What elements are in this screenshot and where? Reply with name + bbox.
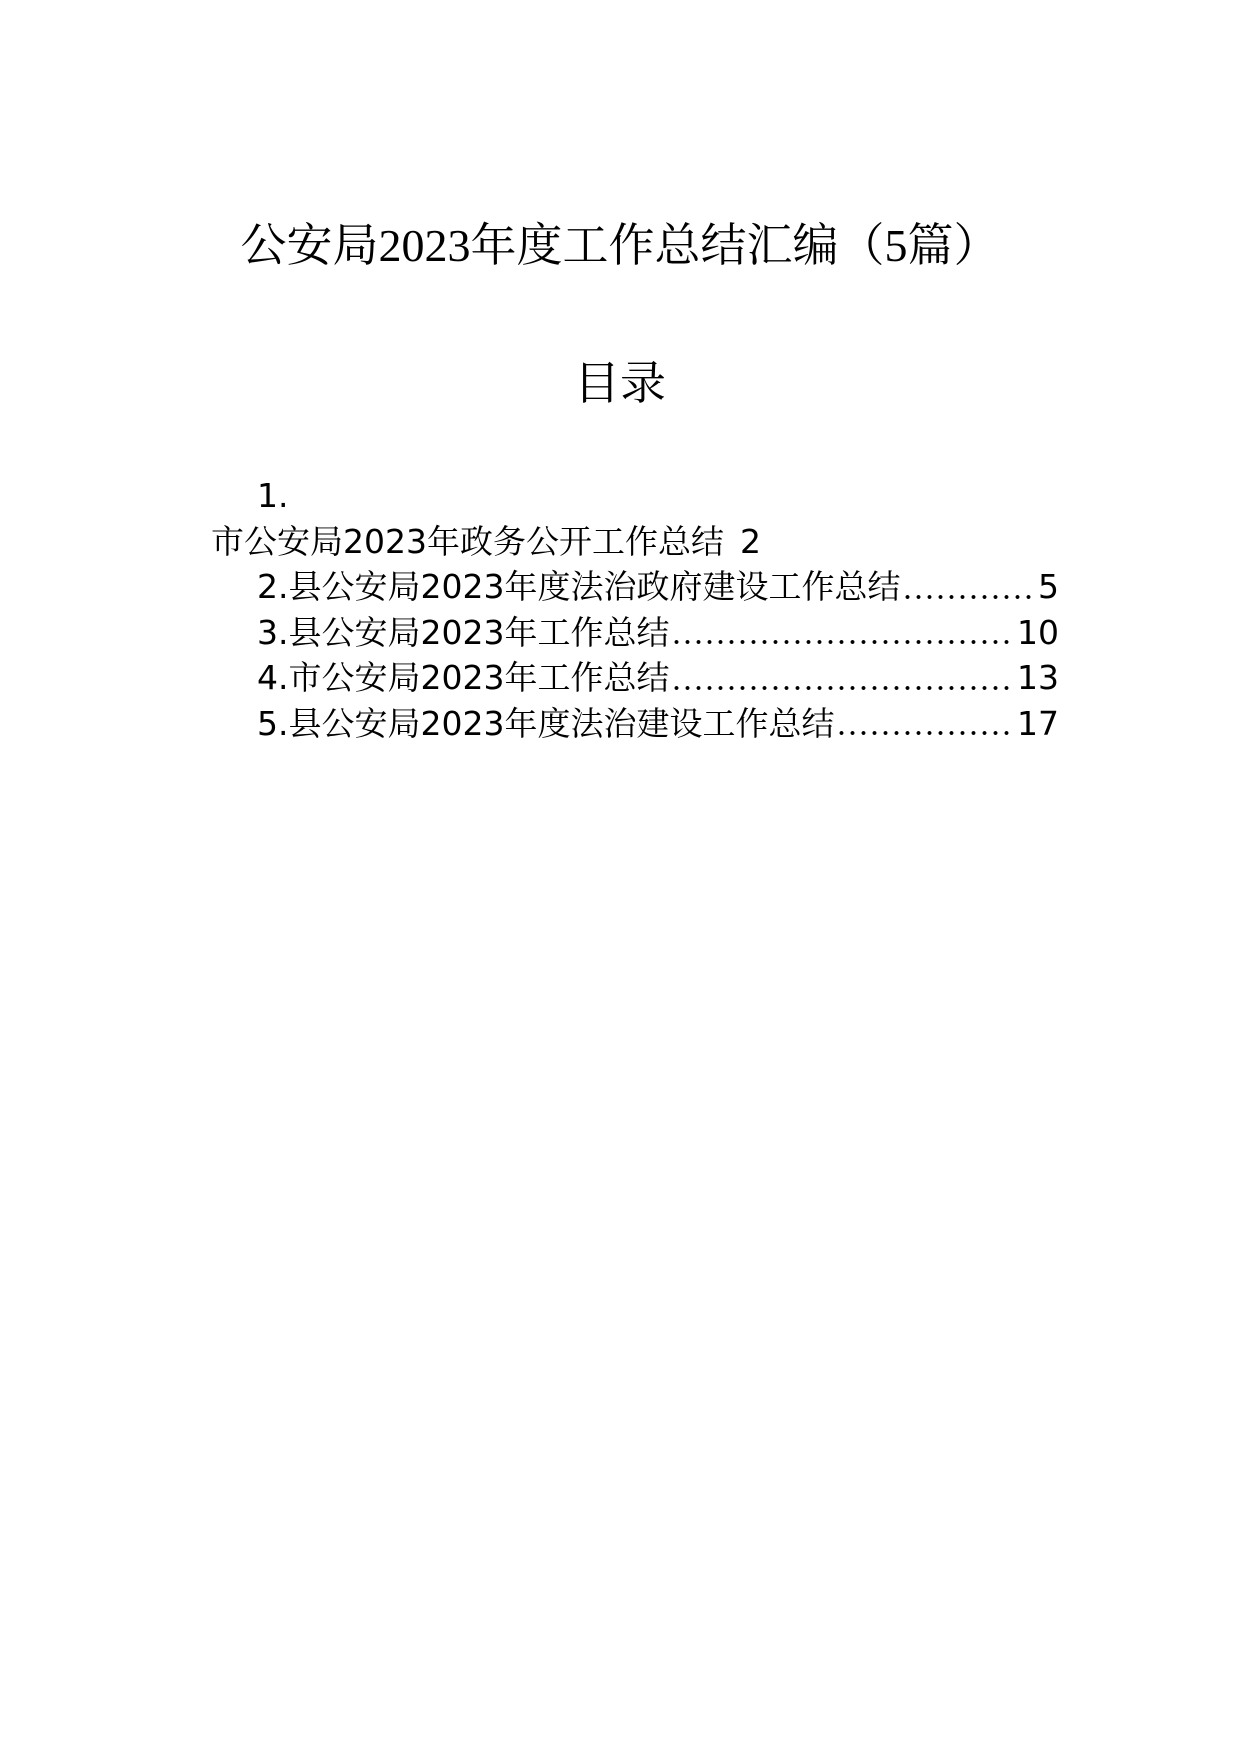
toc-entry-page: 17 bbox=[1017, 703, 1059, 743]
toc-entry-title: 市公安局2023年政务公开工作总结 bbox=[211, 521, 724, 561]
toc-entry-4 bbox=[211, 655, 1059, 701]
dot-leader bbox=[671, 686, 1015, 690]
toc-entry-number: 2. bbox=[257, 567, 289, 606]
toc-entry-page: 10 bbox=[1017, 612, 1059, 652]
toc-entry-label bbox=[257, 655, 669, 701]
toc-entry-label bbox=[257, 564, 900, 610]
dot-leader bbox=[902, 595, 1036, 599]
toc-entry-title: 市公安局2023年工作总结 bbox=[288, 658, 670, 697]
toc-entry-number: 5. bbox=[257, 703, 289, 743]
toc-entry-number: 1. bbox=[257, 476, 289, 515]
toc-entry-number: 3. bbox=[257, 612, 289, 652]
toc-entry-number: 4. bbox=[257, 658, 289, 697]
toc-entry-5 bbox=[211, 701, 1059, 747]
toc-entry-page: 13 bbox=[1017, 658, 1059, 697]
toc-entry-title: 县公安局2023年工作总结 bbox=[288, 612, 670, 652]
toc-entry-page: 5 bbox=[1038, 567, 1059, 606]
table-of-contents bbox=[211, 473, 1059, 746]
toc-entry-label bbox=[257, 610, 669, 656]
toc-heading: 目录 bbox=[574, 356, 666, 410]
toc-entry-number-line bbox=[211, 473, 1059, 519]
toc-entry-3 bbox=[211, 610, 1059, 656]
toc-entry-label bbox=[257, 701, 834, 747]
toc-entry-1 bbox=[211, 473, 1059, 564]
toc-entry-title-line bbox=[211, 519, 1059, 565]
toc-entry-2 bbox=[211, 564, 1059, 610]
toc-entry-title: 县公安局2023年度法治政府建设工作总结 bbox=[288, 567, 901, 606]
dot-leader bbox=[836, 731, 1015, 735]
toc-entry-page: 2 bbox=[739, 521, 761, 561]
document-title: 公安局2023年度工作总结汇编（5篇） bbox=[240, 220, 1000, 271]
dot-leader bbox=[671, 640, 1015, 644]
toc-entry-title: 县公安局2023年度法治建设工作总结 bbox=[288, 703, 835, 743]
